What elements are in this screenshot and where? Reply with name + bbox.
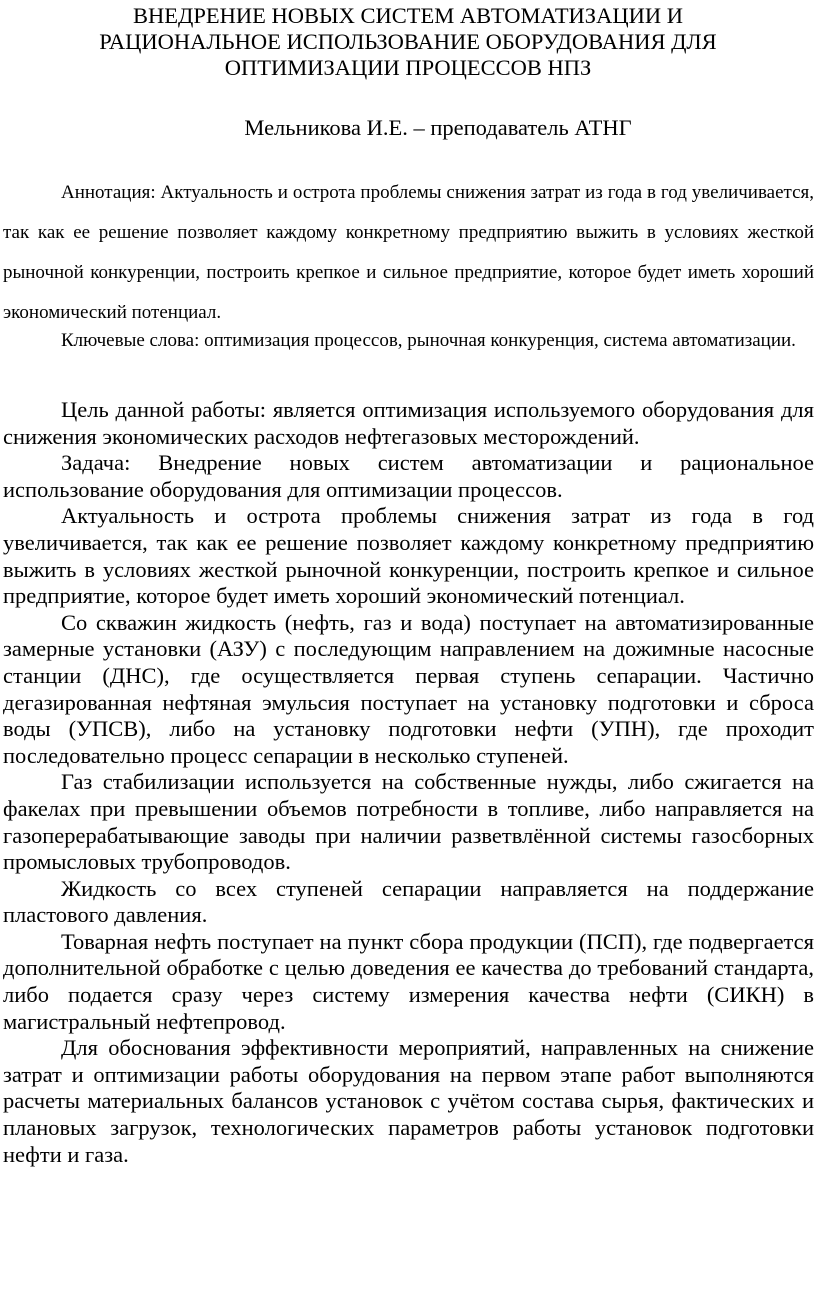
keywords-block [3, 321, 814, 361]
body-paragraph-relevance: Актуальность и острота проблемы снижения затрат из года в год увеличивается, так как ее решение позволяет каждому конкретному предприятию выжить в условиях жесткой рыночной конкуренции, построить крепкое и сильное предприятие, которое будет иметь хороший экономический потенциал. [3, 503, 814, 609]
title-line: ВНЕДРЕНИЕ НОВЫХ СИСТЕМ АВТОМАТИЗАЦИИ И [133, 3, 683, 28]
main-text [3, 397, 814, 1168]
article-title [0, 3, 816, 81]
annotation-paragraph: Аннотация: Актуальность и острота проблемы снижения затрат из года в год увеличивается, так как ее решение позволяет каждому конкретному предприятию выжить в условиях жесткой рыночной конкуренции, построить крепкое и сильное предприятие, которое будет иметь хороший экономический потенциал. [3, 182, 814, 323]
body-paragraph-oil: Товарная нефть поступает на пункт сбора продукции (ПСП), где подвергается дополнительной обработке с целью доведения ее качества до требований стандарта, либо подается сразу через систему измерения качества нефти (СИКН) в магистральный нефтепровод. [3, 928, 814, 1034]
body-paragraph-efficiency: Для обоснования эффективности мероприятий, направленных на снижение затрат и оптимизации работы оборудования на первом этапе работ выполняются расчеты материальных балансов установок с учётом состава сырья, фактических и плановых загрузок, технологических параметров работы установок подготовки нефти и газа. [3, 1035, 814, 1167]
body-paragraph-task: Задача: Внедрение новых систем автоматизации и рациональное использование оборудования для оптимизации процессов. [3, 450, 814, 502]
body-paragraph-liquid: Жидкость со всех ступеней сепарации направляется на поддержание пластового давления. [3, 875, 814, 928]
annotation-block [3, 173, 814, 333]
body-paragraph-wells: Со скважин жидкость (нефть, газ и вода) поступает на автоматизированные замерные установки (АЗУ) с последующим направлением на дожимные насосные станции (ДНС), где осуществляется первая ступень сепарации. Частично дегазированная нефтяная эмульсия поступает на установку подготовки и сброса воды (УПСВ), либо на установку подготовки нефти (УПН), где проходит последовательно процесс сепарации в несколько ступеней. [3, 609, 814, 768]
title-line: РАЦИОНАЛЬНОЕ ИСПОЛЬЗОВАНИЕ ОБОРУДОВАНИЯ ДЛЯ [99, 29, 717, 54]
author-line: Мельникова И.Е. – преподаватель АТНГ [244, 115, 632, 140]
title-line: ОПТИМИЗАЦИИ ПРОЦЕССОВ НПЗ [224, 55, 592, 80]
body-paragraph-gas: Газ стабилизации используется на собственные нужды, либо сжигается на факелах при превышении объемов потребности в топливе, либо направляется на газоперерабатывающие заводы при наличии разветвлённой системы газосборных промысловых трубопроводов. [3, 769, 814, 875]
keywords-paragraph: Ключевые слова: оптимизация процессов, рыночная конкуренция, система автоматизации. [61, 330, 796, 351]
body-paragraph-goal: Цель данной работы: является оптимизация используемого оборудования для снижения экономических расходов нефтегазовых месторождений. [3, 397, 814, 449]
